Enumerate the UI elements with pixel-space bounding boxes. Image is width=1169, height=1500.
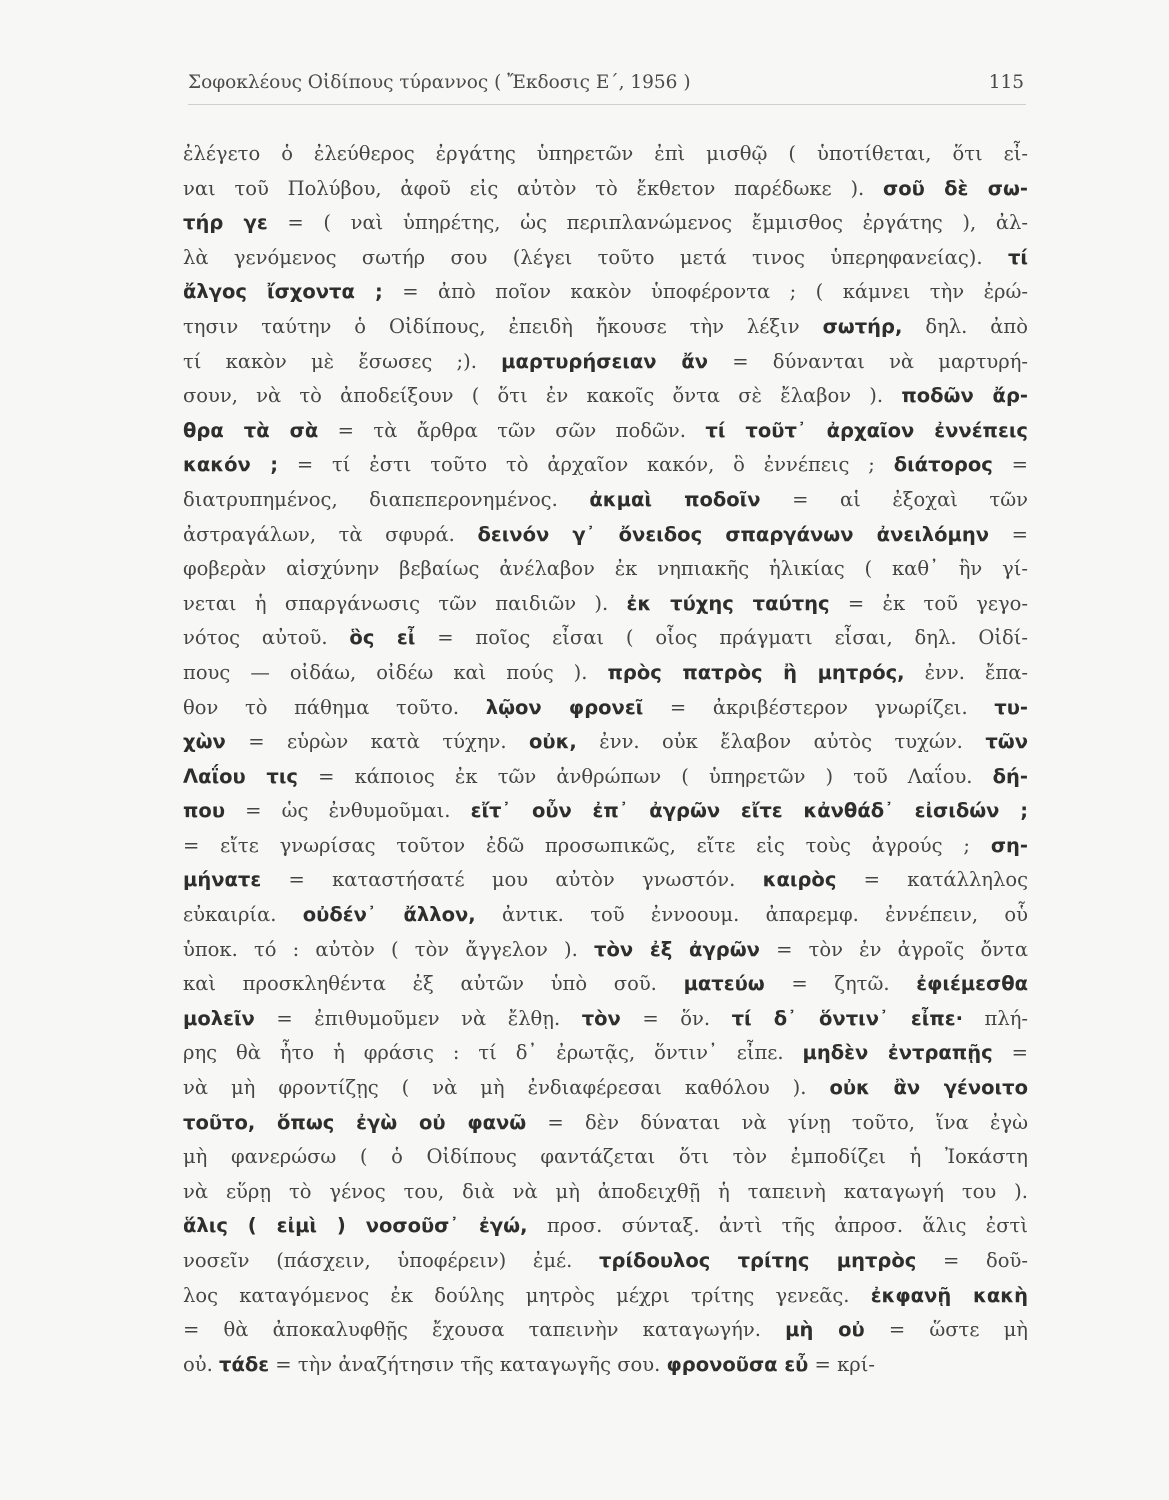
gloss-text: = τὴν ἀναζήτησιν τῆς καταγωγῆς σου. [269, 1352, 667, 1376]
lemma-term: σοῦ δὲ σω- [883, 176, 1028, 200]
lemma-term: εἴτ᾽ οὖν ἐπ᾽ ἀγρῶν εἴτε κἀνθάδ᾽ εἰσιδών ; [470, 799, 1028, 823]
gloss-text: διατρυπημένος, διαπεπερονημένος. [183, 487, 590, 511]
gloss-text: = ἐκ τοῦ γεγο- [829, 591, 1028, 615]
text-line [183, 829, 1028, 864]
lemma-term: Λαΐου τις [183, 764, 298, 788]
gloss-text: = αἱ ἐξοχαὶ τῶν [760, 487, 1028, 511]
text-line [183, 448, 1028, 483]
text-line [183, 518, 1028, 553]
text-line [183, 1140, 1028, 1175]
gloss-text: = κάποιος ἐκ τῶν ἀνθρώπων ( ὑπηρετῶν ) τοῦ Λαΐου. [297, 764, 993, 788]
gloss-text: νεται ἡ σπαργάνωσις τῶν παιδιῶν ). [183, 591, 627, 615]
lemma-term: τὸν [581, 1006, 621, 1030]
text-line [183, 898, 1028, 933]
gloss-text: σουν, νὰ τὸ ἀποδείξουν ( ὅτι ἐν κακοῖς ὄντα σὲ ἔλαβον ). [183, 384, 902, 408]
text-line [183, 1002, 1028, 1037]
gloss-text: νὰ εὕρῃ τὸ γένος του, διὰ νὰ μὴ ἀποδειχθῇ ἡ ταπεινὴ καταγωγή του ). [183, 1179, 1028, 1203]
lemma-term: μολεῖν [183, 1006, 255, 1030]
gloss-text: ρης θὰ ἦτο ἡ φράσις : τί δ᾽ ἐρωτᾷς, ὅντιν᾽ εἶπε. [183, 1041, 803, 1065]
lemma-term: τί [1007, 245, 1028, 269]
lemma-term: πρὸς πατρὸς ἢ μητρός, [607, 660, 905, 684]
gloss-text: = τὰ ἄρθρα τῶν σῶν ποδῶν. [318, 418, 706, 442]
gloss-text: = θὰ ἀποκαλυφθῇς ἔχουσα ταπεινὴν καταγωγήν. [183, 1318, 786, 1342]
lemma-term: δεινόν γ᾽ ὄνειδος σπαργάνων ἀνειλόμην [477, 522, 990, 546]
gloss-text: = ποῖος εἶσαι ( οἷος πράγματι εἶσαι, δηλ. Οἰδί- [415, 626, 1028, 650]
lemma-term: ποδῶν ἄρ- [901, 384, 1028, 408]
gloss-text: = ζητῶ. [764, 972, 917, 996]
text-line [183, 794, 1028, 829]
lemma-term: μαρτυρήσειαν ἄν [501, 349, 709, 373]
gloss-text: εὐκαιρία. [183, 903, 303, 927]
lemma-term: ἀκμαὶ ποδοῖν [589, 487, 761, 511]
gloss-text: νότος αὐτοῦ. [183, 626, 350, 650]
gloss-text: ἐνν. οὐκ ἔλαβον αὐτὸς τυχών. [576, 730, 986, 754]
lemma-term: οὐκ, [529, 730, 577, 754]
lemma-term: ἅλις ( εἰμὶ ) νοσοῦσ᾽ ἐγώ, [183, 1214, 528, 1238]
lemma-term: φρονοῦσα εὖ [666, 1352, 809, 1376]
text-line [183, 1313, 1028, 1348]
text-line [183, 137, 1028, 172]
gloss-text: = τὸν ἐν ἀγροῖς ὄντα [759, 937, 1028, 961]
text-line [183, 1106, 1028, 1141]
text-line [183, 1175, 1028, 1210]
gloss-text: πλή- [963, 1006, 1028, 1030]
gloss-text: προσ. σύνταξ. ἀντὶ τῆς ἀπροσ. ἅλις ἐστὶ [527, 1214, 1028, 1238]
text-line [183, 760, 1028, 795]
text-line [183, 1279, 1028, 1314]
gloss-text: = [989, 522, 1028, 546]
lemma-term: μὴ οὐ [785, 1318, 865, 1342]
text-line [183, 483, 1028, 518]
lemma-term: τυ- [994, 695, 1028, 719]
gloss-text: τησιν ταύτην ὁ Οἰδίπους, ἐπειδὴ ἤκουσε τὴν λέξιν [183, 314, 823, 338]
text-line [183, 933, 1028, 968]
lemma-term: ὃς εἶ [349, 626, 416, 650]
text-line [183, 552, 1028, 587]
gloss-text: ναι τοῦ Πολύβου, ἀφοῦ εἰς αὐτὸν τὸ ἔκθετον παρέδωκε ). [183, 176, 884, 200]
text-line [183, 725, 1028, 760]
gloss-text: = εὑρὼν κατὰ τύχην. [225, 730, 529, 754]
text-line [183, 172, 1028, 207]
gloss-text: = ἀκριβέστερον γνωρίζει. [643, 695, 995, 719]
lemma-term: ἐφιέμεσθα [916, 972, 1028, 996]
header-rule [188, 104, 1026, 105]
lemma-term: τῶν [985, 730, 1028, 754]
text-line [183, 206, 1028, 241]
text-line [183, 1071, 1028, 1106]
text-line [183, 310, 1028, 345]
text-line [183, 379, 1028, 414]
gloss-text: = δοῦ- [916, 1249, 1028, 1272]
text-line [183, 1036, 1028, 1071]
gloss-text: ἐλέγετο ὁ ἐλεύθερος ἐργάτης ὑπηρετῶν ἐπὶ μισθῷ ( ὑποτίθεται, ὅτι εἶ- [183, 142, 1028, 165]
lemma-term: τοῦτο, ὅπως ἐγὼ οὐ φανῶ [183, 1110, 527, 1134]
gloss-text: = εἴτε γνωρίσας τοῦτον ἐδῶ προσωπικῶς, εἴτε εἰς τοὺς ἀγρούς ; [183, 833, 991, 857]
gloss-text: = ὥστε μὴ [864, 1318, 1028, 1342]
gloss-text: = [992, 1041, 1028, 1065]
gloss-text: ἀστραγάλων, τὰ σφυρά. [183, 522, 478, 546]
lemma-term: τήρ γε [183, 211, 268, 235]
text-line [183, 414, 1028, 449]
text-line [183, 656, 1028, 691]
text-line [183, 587, 1028, 622]
lemma-term: χὼν [183, 730, 226, 754]
lemma-term: λῷον φρονεῖ [485, 695, 644, 719]
gloss-text: = [992, 453, 1028, 477]
gloss-text: νὰ μὴ φροντίζῃς ( νὰ μὴ ἐνδιαφέρεσαι καθόλου ). [183, 1076, 830, 1100]
lemma-term: μηδὲν ἐντραπῇς [802, 1041, 993, 1065]
lemma-term: ἐκφανῇ κακὴ [870, 1283, 1028, 1307]
lemma-term: οὐδέν᾽ ἄλλον, [302, 903, 476, 927]
text-line [183, 241, 1028, 276]
gloss-text: δηλ. ἀπὸ [902, 314, 1028, 338]
running-header [188, 72, 1024, 100]
gloss-text: = ὅν. [620, 1006, 732, 1030]
gloss-text: φοβερὰν αἰσχύνην βεβαίως ἀνέλαβον ἐκ νηπιακῆς ἡλικίας ( καθ᾽ ἣν γί- [183, 557, 1028, 581]
text-line [183, 275, 1028, 310]
gloss-text: νοσεῖν (πάσχειν, ὑποφέρειν) ἐμέ. [183, 1249, 600, 1272]
gloss-text: = κρί- [808, 1352, 875, 1376]
text-line [183, 863, 1028, 898]
gloss-text: καὶ προσκληθέντα ἐξ αὐτῶν ὑπὸ σοῦ. [183, 972, 684, 996]
lemma-term: ἄλγος ἴσχοντα ; [183, 280, 383, 304]
gloss-text: = τί ἐστι τοῦτο τὸ ἀρχαῖον κακόν, ὃ ἐννέπεις ; [278, 453, 894, 477]
lemma-term: τὸν ἐξ ἀγρῶν [594, 937, 760, 961]
lemma-term: τί τοῦτ᾽ ἀρχαῖον ἐννέπεις [705, 418, 1028, 442]
lemma-term: τί δ᾽ ὅντιν᾽ εἶπε· [731, 1006, 964, 1030]
text-line [183, 1209, 1028, 1244]
gloss-text: ὑποκ. τό : αὐτὸν ( τὸν ἄγγελον ). [183, 937, 595, 961]
gloss-text: = δύνανται νὰ μαρτυρή- [708, 349, 1028, 373]
gloss-text: πους — οἰδάω, οἰδέω καὶ πούς ). [183, 660, 608, 684]
gloss-text: ἐνν. ἔπα- [904, 660, 1028, 684]
lemma-term: οὐκ ἂν γένοιτο [829, 1076, 1028, 1100]
lemma-term: τρίδουλος τρίτης μητρὸς [599, 1249, 917, 1272]
gloss-text: ἀντικ. τοῦ ἐννοουμ. ἀπαρεμφ. ἐννέπειν, οὗ [475, 903, 1028, 927]
gloss-text: = ἀπὸ ποῖον κακὸν ὑποφέροντα ; ( κάμνει τὴν ἐρώ- [382, 280, 1028, 304]
gloss-text: τί κακὸν μὲ ἔσωσες ;). [183, 349, 502, 373]
lemma-term: δή- [992, 764, 1028, 788]
lemma-term: που [183, 799, 225, 823]
lemma-term: τάδε [219, 1352, 270, 1376]
gloss-text: = καταστήσατέ μου αὐτὸν γνωστόν. [261, 868, 763, 892]
text-line [183, 967, 1028, 1002]
lemma-term: ματεύω [683, 972, 765, 996]
gloss-text: = ( ναὶ ὑπηρέτης, ὡς περιπλανώμενος ἔμμισθος ἐργάτης ), ἀλ- [267, 211, 1028, 235]
gloss-text: μὴ φανερώσω ( ὁ Οἰδίπους φαντάζεται ὅτι τὸν ἐμποδίζει ἡ Ἰοκάστη [183, 1145, 1028, 1169]
lemma-term: σωτήρ, [822, 314, 903, 338]
gloss-text: = ὡς ἐνθυμοῦμαι. [225, 799, 471, 823]
text-line [183, 691, 1028, 726]
page-number: 115 [988, 72, 1024, 93]
text-line [183, 1244, 1028, 1279]
gloss-text: = ἐπιθυμοῦμεν νὰ ἔλθῃ. [254, 1006, 582, 1030]
lemma-term: ση- [990, 833, 1028, 857]
lemma-term: διάτορος [893, 453, 993, 477]
text-line [183, 345, 1028, 380]
commentary-text [183, 137, 1028, 1382]
text-line [183, 621, 1028, 656]
lemma-term: μήνατε [183, 868, 262, 892]
running-title: Σοφοκλέους Οἰδίπους τύραννος ( Ἔκδοσις Ε΄, 1956 ) [188, 72, 691, 93]
gloss-text: οὐ. [183, 1352, 219, 1376]
text-line [183, 1348, 1028, 1383]
lemma-term: θρα τὰ σὰ [183, 418, 319, 442]
lemma-term: ἐκ τύχης ταύτης [626, 591, 830, 615]
lemma-term: καιρὸς [762, 868, 837, 892]
lemma-term: κακόν ; [183, 453, 278, 477]
gloss-text: = κατάλληλος [836, 868, 1028, 892]
gloss-text: θον τὸ πάθημα τοῦτο. [183, 695, 486, 719]
gloss-text: λος καταγόμενος ἐκ δούλης μητρὸς μέχρι τρίτης γενεᾶς. [183, 1283, 871, 1307]
gloss-text: = δὲν δύναται νὰ γίνῃ τοῦτο, ἵνα ἐγὼ [526, 1110, 1028, 1134]
gloss-text: λὰ γενόμενος σωτήρ σου (λέγει τοῦτο μετά τινος ὑπερηφανείας). [183, 245, 1008, 269]
